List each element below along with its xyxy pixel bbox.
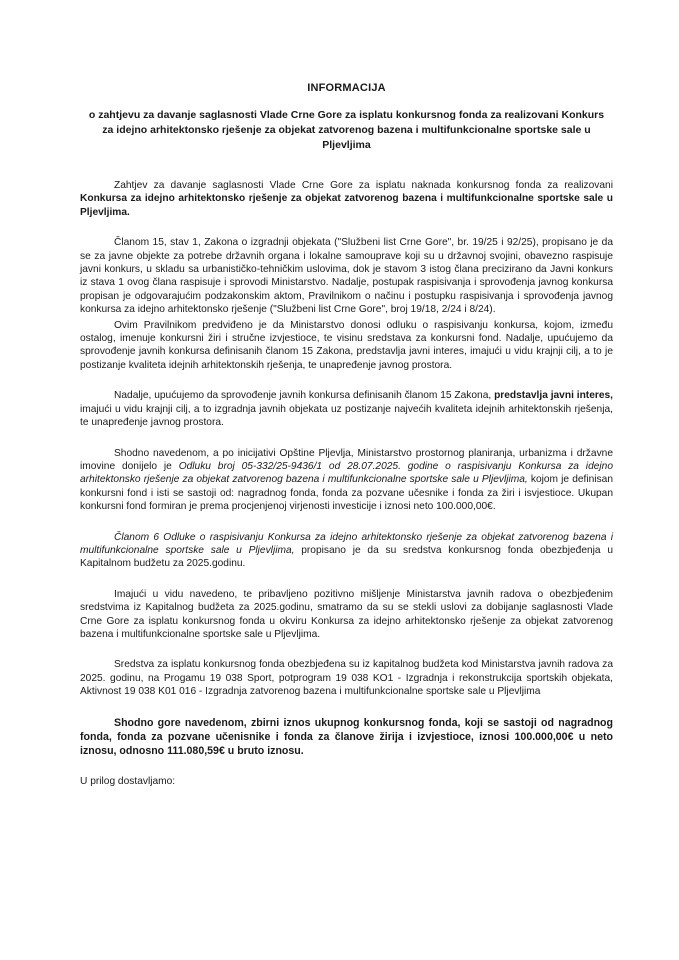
paragraph-public-interest-text: Nadalje, upućujemo da sprovođenje javnih konkursa definisanih članom 15 Zakona, — [114, 390, 495, 402]
paragraph-decision-text: Shodno navedenom, a po inicijativi Opštine Pljevlja, Ministarstvo prostornog planiranja, urbanizma i državne imovine donijelo je — [80, 447, 613, 472]
document-subtitle: o zahtjevu za davanje saglasnosti Vlade Crne Gore za isplatu konkursnog fonda za realizovani Konkurs za idejno arhitektonsko rješenje za objekat zatvorenog bazena i multifunkcionalne sportske sale u Pljevljima — [88, 109, 605, 151]
paragraph-request — [80, 179, 613, 219]
paragraph-funding: Sredstva za isplatu konkursnog fonda obezbjeđena su iz kapitalnog budžeta kod Ministarstva javnih radova za 2025. godinu, na Progamu 19 038 Sport, potprogram 19 038 KO1 - Izgradnja i rekonstrukcija sportskih objekata, Aktivnost 19 038 K01 016 - Izgradnja zatvorenog bazena i multifunkcionalne sportske sale u Pljevljima — [80, 659, 613, 698]
paragraph-opinion: Imajući u vidu navedeno, te pribavljeno pozitivno mišljenje Ministarstva javnih radova o obezbjeđenim sredstvima iz Kapitalnog budžeta za 2025.godinu, smatramo da su se stekli uslovi za dobijanje saglasnosti Vlade Crne Gore za isplatu konkursnog fonda u okviru Konkursa za idejno arhitektonsko rješenje za objekat zatvorenog bazena i multifunkcionalne sportske sale u Pljevljima. — [80, 588, 613, 640]
document-title: INFORMACIJA — [307, 82, 386, 94]
paragraph-attachments: U prilog dostavljamo: — [80, 775, 176, 787]
paragraph-decision-rest: kojom je definisan konkursni fond i isti se sastoji od: nagradnog fonda, fonda za pozvane učesnike i fonda za žiri i isvjestioce. Ukupan konkursni fond formiran je prema procjenjenoj virjenosti investicije i iznosi neto 100.000,00€. — [80, 474, 613, 513]
paragraph-public-interest — [80, 389, 613, 429]
paragraph-request-text: Zahtjev za davanje saglasnosti Vlade Crne Gore za isplatu naknada konkursnog fonda za realizovani — [114, 180, 613, 191]
paragraph-article-6-rest: propisano je da su sredstva konkursnog fonda obezbjeđenja u Kapitalnom budžetu za 2025.godinu. — [80, 544, 614, 570]
paragraph-public-interest-rest: imajući u vidu krajnji cilj, a to izgradnja javnih objekata uz postizanje najvećih kvaliteta idejnih arhitektonskih rješenja, te unapređenje javnog prostora. — [80, 403, 613, 429]
paragraph-request-bold: Konkursa za idejno arhitektonsko rješenje za objekat zatvorenog bazena i multifunkcionalne sportske sale u Pljevljima. — [80, 193, 613, 218]
paragraph-decision-italic: Odluku broj 05-332/25-9436/1 od 28.07.2025. godine o raspisivanju Konkursa za idejno arhitektonsko rješenje za objekat zatvorenog bazena i multifunkcionalne sportske sale u Pljevljima, — [80, 460, 613, 486]
paragraph-law: Članom 15, stav 1, Zakona o izgradnji objekata ("Službeni list Crne Gore", br. 19/25 i 92/25), propisano je da se za javne objekte za potrebe državnih organa i lokalne samouprave koji su u državnoj svojini, obavezno raspisuje javni konkurs, u skladu sa urbanističko-tehničkim uslovima, dok je stavom 3 istog člana precizirano da Javni konkurs iz stava 1 ovog člana raspisuje i sprovodi Ministarstvo. Nadalje, postupak raspisivanja i sprovođenja javnog konkursa propisan je odgovarajućim podzakonskim aktom, Pravilnikom o načinu i postupku raspisivanja i sprovođenja javnog konkursa za idejno arhitektonsko rješenje ("Službeni list Crne Gore", broj 19/18, 2/24 i 8/24). — [80, 237, 613, 316]
paragraph-public-interest-bold: predstavlja javni interes, — [494, 390, 613, 402]
paragraph-total-amount: Shodno gore navedenom, zbirni iznos ukupnog konkursnog fonda, koji se sastoji od nagradnog fonda, fonda za pozvane učenisnike i fonda za članove žirija i izvjestioce, iznosi 100.000,00€ u neto iznosu, odnosno 111.080,59€ u bruto iznosu. — [80, 716, 613, 757]
paragraph-rulebook: Ovim Pravilnikom predviđeno je da Ministarstvo donosi odluku o raspisivanju konkursa, kojom, između ostalog, imenuje konkursni žiri i stručne izvjestioce, te visinu sredstava za konkursni fond. Nadalje, upućujemo da sprovođenje javnih konkursa definisanih članom 15 Zakona, predstavlja javni interes, imajući u vidu krajnji cilj, a to je postizanje kvaliteta idejnih arhitektonskih rješenja, te unapređenje javnog prostora. — [80, 319, 613, 371]
paragraph-article-6-italic: Članom 6 Odluke o raspisivanju Konkursa za idejno arhitektonsko rješenje za objekat zatvorenog bazena i multifunkcionalne sportske sale u Pljevljima, — [80, 531, 613, 556]
paragraph-decision — [80, 447, 613, 514]
paragraph-article-6 — [80, 531, 613, 571]
